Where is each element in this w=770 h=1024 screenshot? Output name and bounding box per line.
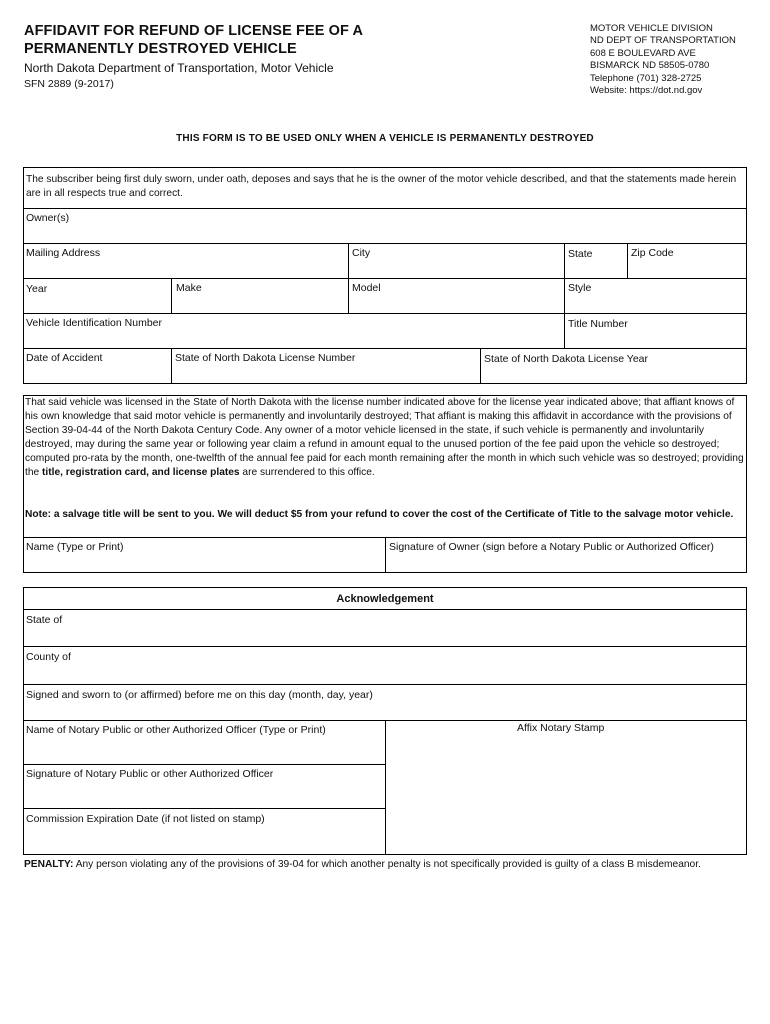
divider bbox=[23, 348, 747, 349]
divider bbox=[23, 646, 747, 647]
form-title-line2: PERMANENTLY DESTROYED VEHICLE bbox=[24, 41, 297, 57]
divider bbox=[564, 243, 565, 348]
date-of-accident-field[interactable] bbox=[26, 366, 172, 383]
owner-signature-label: Signature of Owner (sign before a Notary Public or Authorized Officer) bbox=[389, 541, 714, 553]
make-label: Make bbox=[176, 282, 202, 294]
divider bbox=[23, 764, 385, 765]
agency-website: Website: https://dot.nd.gov bbox=[590, 85, 703, 97]
penalty-text: Any person violating any of the provisions of 39-04 for which another penalty is not specifically provided is guilty of a class B misdemeanor. bbox=[73, 859, 701, 870]
owners-field[interactable] bbox=[26, 226, 745, 243]
license-number-label: State of North Dakota License Number bbox=[175, 352, 356, 364]
divider bbox=[23, 808, 385, 809]
divider bbox=[23, 278, 747, 279]
divider bbox=[480, 348, 481, 384]
county-of-label: County of bbox=[26, 651, 71, 663]
salvage-note: Note: a salvage title will be sent to you. We will deduct $5 from your refund to cover the cost of the Certificate of Title to the salvage motor vehicle. bbox=[25, 509, 734, 520]
notary-stamp-label: Affix Notary Stamp bbox=[517, 722, 605, 734]
notary-name-label: Name of Notary Public or other Authorized Officer (Type or Print) bbox=[26, 724, 326, 736]
divider bbox=[385, 720, 386, 855]
divider bbox=[385, 537, 386, 573]
license-number-field[interactable] bbox=[175, 366, 480, 383]
name-print-label: Name (Type or Print) bbox=[26, 541, 124, 553]
usage-banner: THIS FORM IS TO BE USED ONLY WHEN A VEHICLE IS PERMANENTLY DESTROYED bbox=[176, 133, 594, 144]
date-of-accident-label: Date of Accident bbox=[26, 352, 103, 364]
mailing-address-label: Mailing Address bbox=[26, 247, 101, 259]
divider bbox=[23, 609, 747, 610]
agency-line: MOTOR VEHICLE DIVISION bbox=[590, 23, 713, 34]
agency-address bbox=[590, 23, 736, 97]
form-title bbox=[24, 22, 363, 58]
license-year-label: State of North Dakota License Year bbox=[484, 353, 649, 365]
state-label: State bbox=[568, 248, 593, 260]
title-number-field[interactable] bbox=[568, 331, 747, 348]
owner-signature-field[interactable] bbox=[389, 555, 747, 572]
divider bbox=[23, 684, 747, 685]
signed-sworn-label: Signed and sworn to (or affirmed) before me on this day (month, day, year) bbox=[26, 689, 373, 701]
divider bbox=[23, 313, 747, 314]
agency-line: ND DEPT OF TRANSPORTATION bbox=[590, 35, 736, 47]
divider bbox=[23, 243, 747, 244]
agency-line: BISMARCK ND 58505-0780 bbox=[590, 60, 710, 72]
county-of-field[interactable] bbox=[26, 665, 745, 682]
surrender-items: title, registration card, and license plates bbox=[42, 467, 240, 478]
acknowledgement-title: Acknowledgement bbox=[336, 593, 434, 605]
title-number-label: Title Number bbox=[568, 318, 628, 330]
zip-code-label: Zip Code bbox=[631, 247, 674, 259]
form-title-line1: AFFIDAVIT FOR REFUND OF LICENSE FEE OF A bbox=[24, 23, 364, 39]
department-name: North Dakota Department of Transportation, Motor Vehicle bbox=[24, 61, 334, 75]
sworn-statement: The subscriber being first duly sworn, under oath, deposes and says that he is the owner of the motor vehicle described, and that the statements made herein are in all respects true and correct. bbox=[26, 174, 737, 199]
style-label: Style bbox=[568, 282, 592, 294]
notary-name-field[interactable] bbox=[26, 742, 385, 762]
state-of-label: State of bbox=[26, 614, 63, 626]
affidavit-text: That said vehicle was licensed in the State of North Dakota with the license number indicated above for the license year indicated above; that affiant knows of his own knowledge that said motor vehicle is permanently and involuntarily destroyed; That affiant is making this affidavit in accordance with the provisions of Section 39-04-44 of the North Dakota Century Code. Any owner of a motor vehicle licensed in the state, if such vehicle is permanently and involuntarily destroyed, may during the same year or following year claim a refund in amount equal to the unused portion of the fee paid upon the vehicle so destroyed; computed pro-rata by the month, one-twelfth of the annual fee paid for each month remaining after the month in which such vehicle was so destroyed; providing the title, registration card, and license plates are surrendered to this office. bbox=[25, 397, 744, 478]
penalty-notice bbox=[24, 858, 744, 872]
agency-line: 608 E BOULEVARD AVE bbox=[590, 47, 696, 59]
notary-signature-field[interactable] bbox=[26, 786, 385, 806]
license-year-field[interactable] bbox=[484, 366, 747, 383]
city-label: City bbox=[352, 247, 371, 259]
name-print-field[interactable] bbox=[26, 555, 385, 572]
form-number: SFN 2889 (9-2017) bbox=[24, 78, 114, 90]
year-label: Year bbox=[26, 283, 48, 295]
vin-label: Vehicle Identification Number bbox=[26, 317, 162, 329]
style-field[interactable] bbox=[568, 296, 747, 313]
vin-field[interactable] bbox=[26, 331, 564, 348]
signed-sworn-date-field[interactable] bbox=[26, 703, 745, 720]
penalty-label: PENALTY: bbox=[24, 859, 74, 870]
model-label: Model bbox=[352, 282, 381, 294]
commission-expiration-label: Commission Expiration Date (if not listed on stamp) bbox=[26, 813, 265, 825]
model-field[interactable] bbox=[352, 296, 564, 313]
commission-expiration-field[interactable] bbox=[26, 832, 385, 852]
state-of-field[interactable] bbox=[26, 628, 745, 645]
owners-label: Owner(s) bbox=[26, 212, 70, 224]
year-field[interactable] bbox=[26, 296, 172, 313]
mailing-address-field[interactable] bbox=[26, 261, 348, 278]
state-field[interactable] bbox=[568, 261, 627, 278]
zip-code-field[interactable] bbox=[631, 261, 747, 278]
city-field[interactable] bbox=[352, 261, 564, 278]
divider bbox=[627, 243, 628, 278]
agency-line: Telephone (701) 328-2725 bbox=[590, 72, 702, 84]
divider bbox=[23, 208, 747, 209]
make-field[interactable] bbox=[176, 296, 348, 313]
divider bbox=[348, 243, 349, 313]
notary-signature-label: Signature of Notary Public or other Authorized Officer bbox=[26, 768, 274, 780]
